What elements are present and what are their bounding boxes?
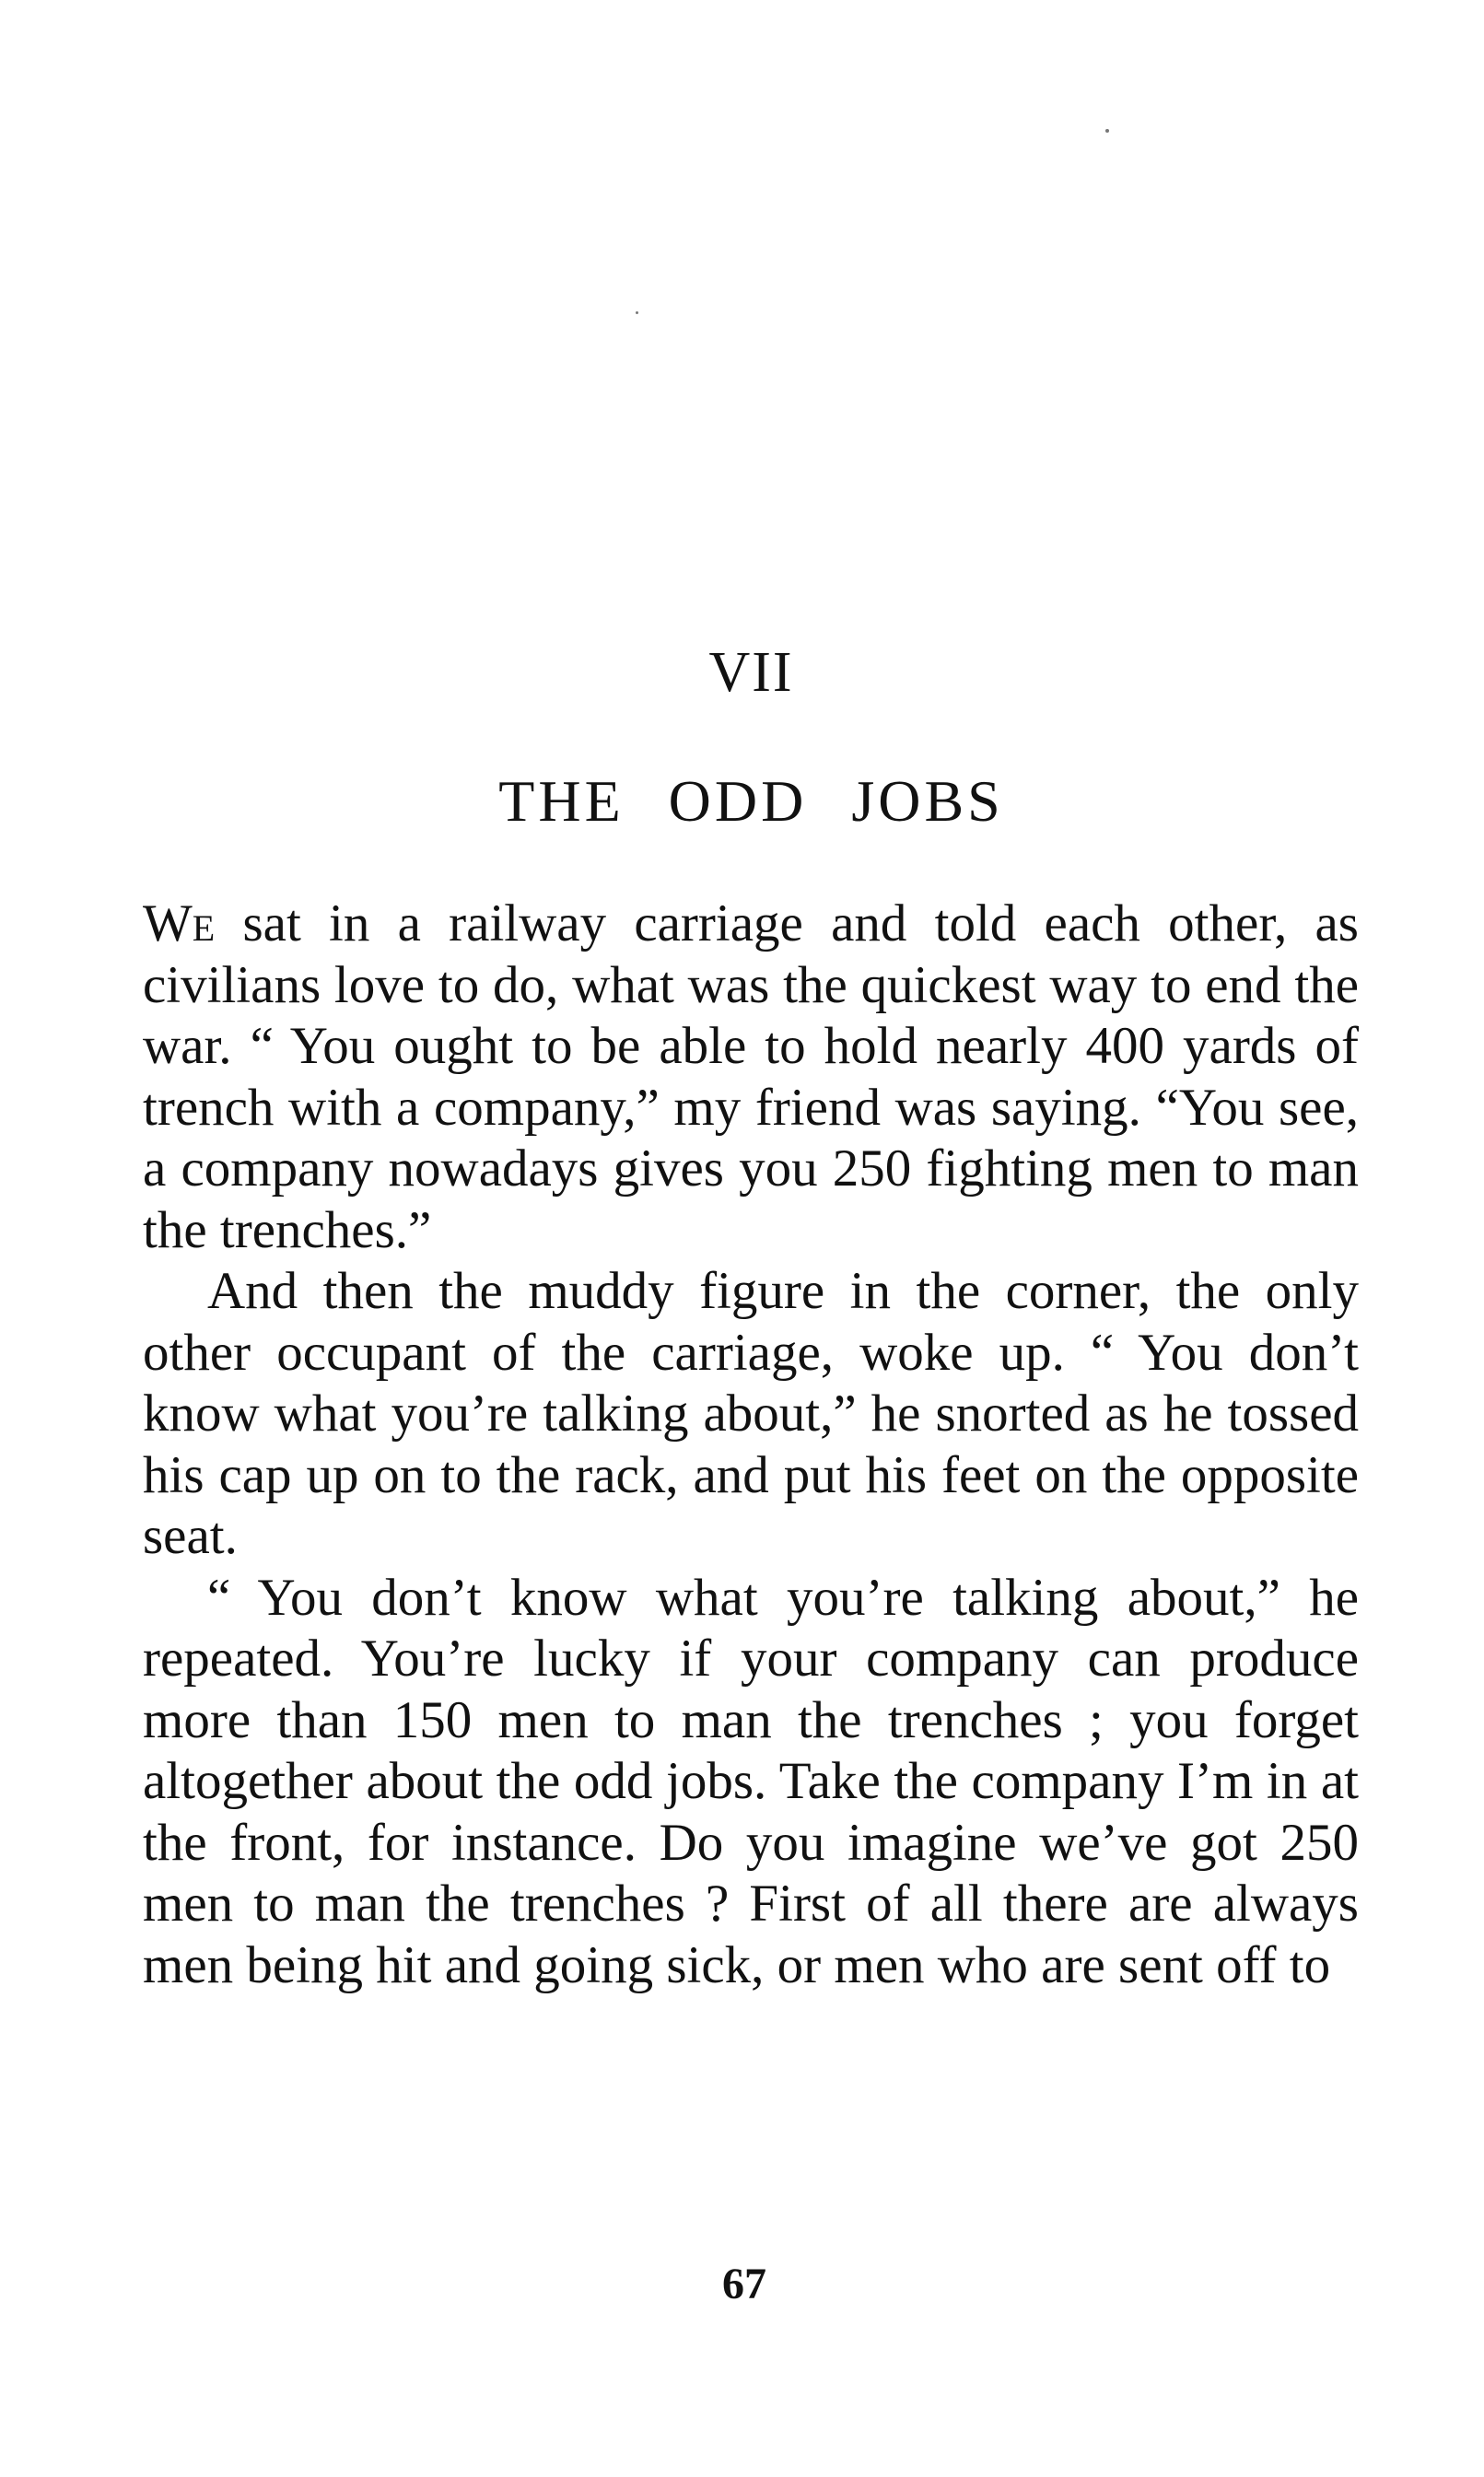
chapter-body [143, 894, 1359, 1996]
paragraph [143, 1568, 1359, 1997]
paragraph-lead-word: We [143, 894, 216, 952]
paragraph-text: And then the muddy figure in the corner, the only other occupant of the carriage, woke up. “ You don’t know what you’re talking about,” he snorted as he tossed his cap up on to the rack, and put his feet on the opposite seat. [143, 1262, 1359, 1565]
page-number: 67 [722, 2260, 766, 2308]
paragraph [143, 1261, 1359, 1568]
paragraph [143, 894, 1359, 1261]
chapter-number: VII [708, 641, 794, 704]
chapter-title: THE ODD JOBS [498, 768, 1004, 834]
paragraph-text: “ You don’t know what you’re talking about,” he repeated. You’re lucky if your company can produce more than 150 men to man the trenches ; you forget altogether about the odd jobs. Take the company I’m in at the front, for instance. Do you imagine we’ve got 250 men to man the trenches ? First of all there are always men being hit and going sick, or men who are sent off to [143, 1568, 1359, 1994]
print-speck [1105, 129, 1109, 133]
paragraph-text: sat in a railway carriage and told each other, as civilians love to do, what was the quickest way to end the war. “ You ought to be able to hold nearly 400 yards of trench with a company,” my friend was saying. “You see, a company nowadays gives you 250 fighting men to man the trenches.” [143, 894, 1359, 1259]
print-speck [636, 311, 638, 314]
